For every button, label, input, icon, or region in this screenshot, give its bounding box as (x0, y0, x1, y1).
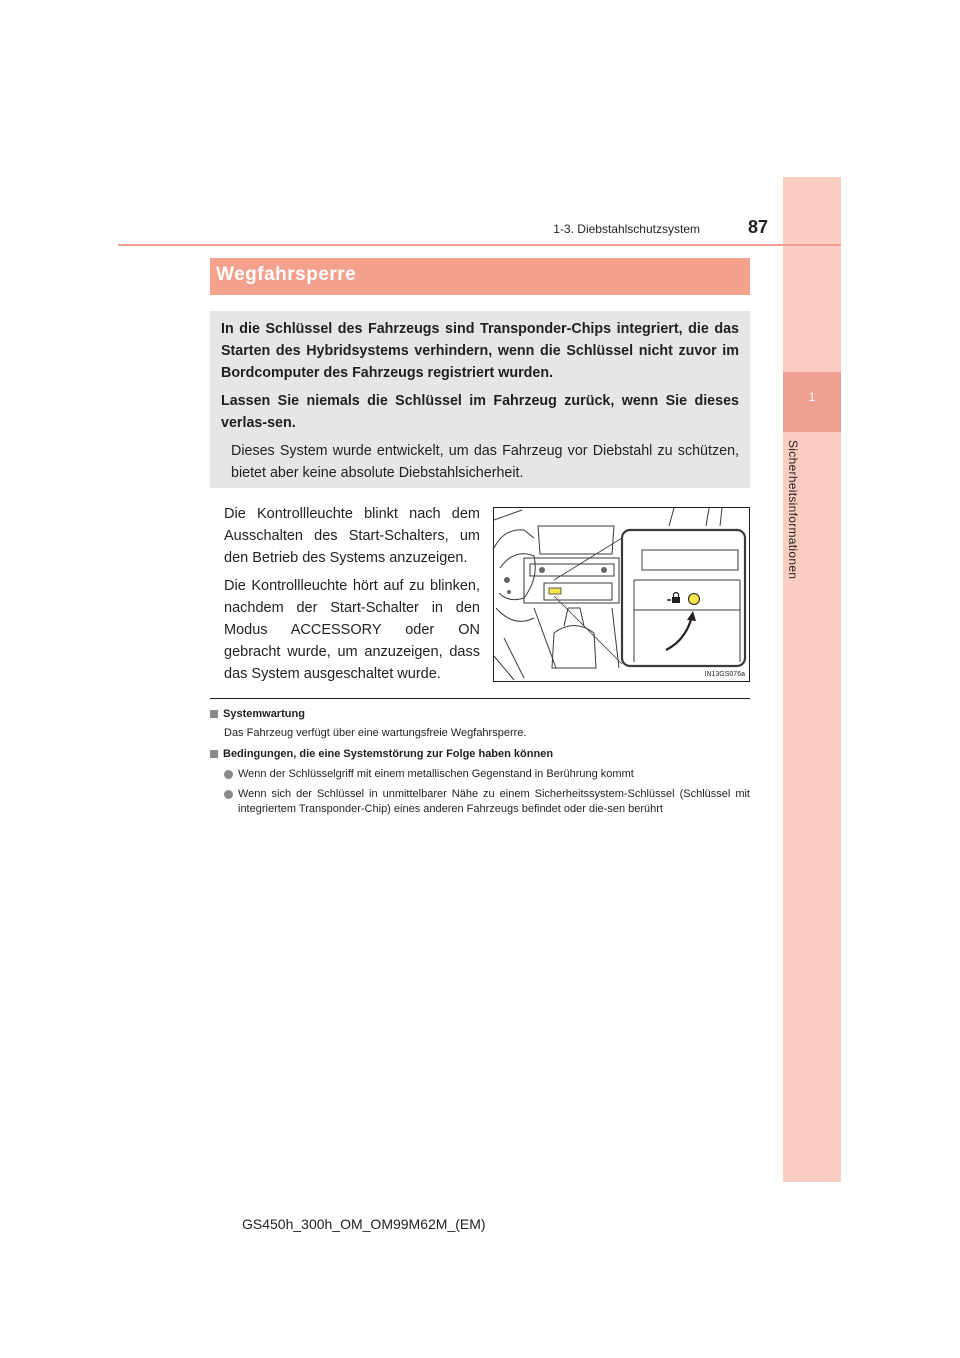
info-note: Dieses System wurde entwickelt, um das Fahrzeug vor Diebstahl zu schützen, bietet aber keine absolute Diebstahlsicherheit. (231, 443, 739, 481)
list-item: Wenn der Schlüsselgriff mit einem metallischen Gegenstand in Berührung kommt (210, 767, 750, 782)
note-heading-conditions: Bedingungen, die eine Systemstörung zur Folge haben können (210, 747, 750, 762)
note-text-systemwartung: Das Fahrzeug verfügt über eine wartungsfreie Wegfahrsperre. (224, 727, 527, 739)
info-box (210, 311, 750, 488)
round-bullet-icon (224, 790, 233, 799)
dashboard-illustration (494, 508, 749, 681)
body-paragraph-2: Die Kontrollleuchte hört auf zu blinken, nachdem der Start-Schalter in den Modus ACCESSORY oder ON gebracht wurde, um anzuzeigen, dass das System ausgeschaltet wurde. (224, 578, 480, 682)
notes-section (210, 707, 750, 817)
body-paragraph-1: Die Kontrollleuchte blinkt nach dem Ausschalten des Start-Schalters, um den Betrieb des Systems anzuzeigen. (224, 506, 480, 566)
body-text (224, 503, 480, 685)
header-rule (118, 244, 841, 246)
list-item: Wenn sich der Schlüssel in unmittelbarer Nähe zu einem Sicherheitssystem-Schlüssel (Schlüssel mit integriertem Transponder-Chip) eines anderen Fahrzeugs befindet oder die-sen berührt (210, 787, 750, 817)
round-bullet-icon (224, 770, 233, 779)
chapter-label: Sicherheitsinformationen (786, 440, 800, 580)
document-footer: GS450h_300h_OM_OM99M62M_(EM) (242, 1216, 486, 1232)
indicator-light-icon (689, 594, 700, 605)
dashboard-figure (493, 507, 750, 682)
chapter-number-tab (783, 372, 841, 432)
info-paragraph-2: Lassen Sie niemals die Schlüssel im Fahrzeug zurück, wenn Sie dieses verlas-sen. (221, 393, 739, 431)
section-heading: 1-3. Diebstahlschutzsystem (553, 222, 700, 236)
section-rule (210, 698, 750, 699)
page-title: Wegfahrsperre (210, 258, 750, 295)
square-bullet-icon (210, 710, 218, 718)
chapter-side-tab (783, 177, 841, 1182)
figure-code: IN13GS076a (704, 671, 745, 678)
square-bullet-icon (210, 750, 218, 758)
info-paragraph-1: In die Schlüssel des Fahrzeugs sind Transponder-Chips integriert, die das Starten des Hybridsystems verhindern, wenn die Schlüssel nicht zuvor im Bordcomputer des Fahrzeugs registriert wurden. (221, 321, 739, 381)
chapter-number: 1 (808, 390, 816, 404)
note-heading-systemwartung: Systemwartung (210, 707, 750, 722)
page-number: 87 (748, 217, 769, 237)
